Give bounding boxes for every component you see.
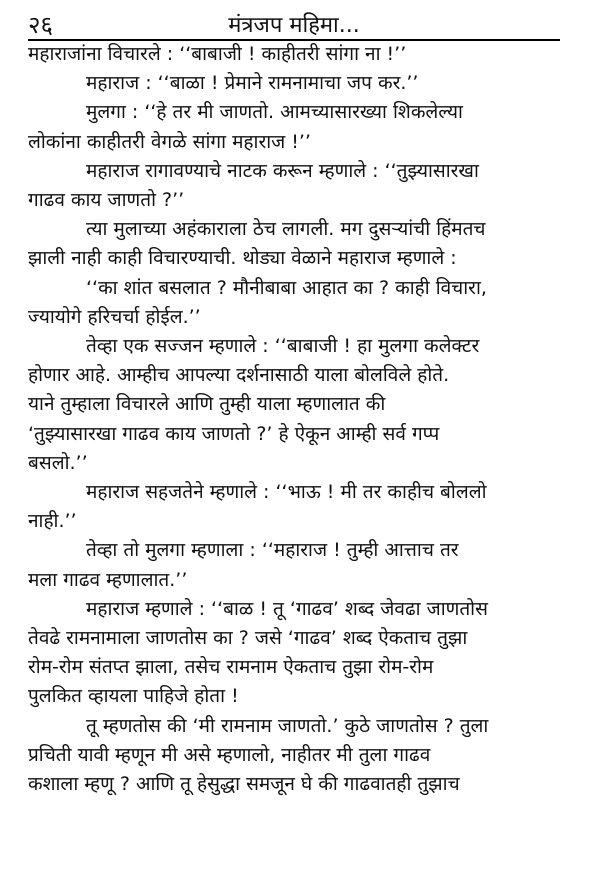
page-number: २६ [28,11,53,39]
text-line: प्रचिती यावी म्हणून मी असे म्हणालो, नाहीतर मी तुला गाढव [28,743,431,766]
text-line: होणार आहे. आम्हीच आपल्या दर्शनासाठी याला बोलविले होते. [28,364,450,387]
text-line: महाराजांना विचारले : ‘‘बाबाजी ! काहीतरी सांगा ना !’’ [28,43,407,65]
text-line: तेव्हा एक सज्जन म्हणाले : ‘‘बाबाजी ! हा मुलगा कलेक्टर [86,335,480,358]
text-line: लोकांना काहीतरी वेगळे सांगा महाराज !’’ [28,130,311,153]
text-line: याने तुम्हाला विचारले आणि तुम्ही याला म्हणालात की [28,393,386,416]
text-line: महाराज : ‘‘बाळा ! प्रेमाने रामनामाचा जप कर.’’ [86,72,419,95]
text-line: तेवढे रामनामाला जाणतोस का ? जसे ‘गाढव’ शब्द ऐकताच तुझा [28,627,468,650]
text-line: ज्यायोगे हरिचर्चा होईल.’’ [28,305,201,328]
text-line: मला गाढव म्हणालात.’’ [28,568,188,591]
text-line: महाराज म्हणाले : ‘‘बाळ ! तू ‘गाढव’ शब्द जेवढा जाणतोस [86,597,488,620]
text-line: महाराज सहजतेने म्हणाले : ‘‘भाऊ ! मी तर काहीच बोललो [86,481,487,504]
text-line: ‘‘का शांत बसलात ? मौनीबाबा आहात का ? काही विचारा, [86,276,487,299]
text-line: तेव्हा तो मुलगा म्हणाला : ‘‘महाराज ! तुम्ही आत्ताच तर [86,539,459,562]
text-line: ‘तुझ्यासारखा गाढव काय जाणतो ?’ हे ऐकून आम्ही सर्व गप्प [28,422,440,445]
page-header [28,8,560,38]
text-line: मुलगा : ‘‘हे तर मी जाणतो. आमच्यासारख्या शिकलेल्या [86,101,463,124]
text-line: पुलकित व्हायला पाहिजे होता ! [28,685,239,708]
text-line: रोम-रोम संतप्त झाला, तसेच रामनाम ऐकताच तुझा रोम-रोम [28,656,434,679]
text-line: नाही.’’ [28,510,77,533]
text-line: महाराज रागावण्याचे नाटक करून म्हणाले : ‘‘तुझ्यासारखा [86,159,479,182]
running-title: मंत्रजप महिमा... [228,13,360,38]
body-text [28,40,558,799]
text-line: कशाला म्हणू ? आणि तू हेसुद्धा समजून घे की गाढवातही तुझाच [28,773,460,796]
text-line: गाढव काय जाणतो ?’’ [28,189,185,212]
text-line: तू म्हणतोस की ‘मी रामनाम जाणतो.’ कुठे जाणतोस ? तुला [86,714,489,737]
text-line: त्या मुलाच्या अहंकाराला ठेच लागली. मग दुसऱ्यांची हिंमतच [86,218,486,241]
text-line: बसलो.’’ [28,451,88,474]
text-line: झाली नाही काही विचारण्याची. थोड्या वेळाने महाराज म्हणाले : [28,247,457,270]
